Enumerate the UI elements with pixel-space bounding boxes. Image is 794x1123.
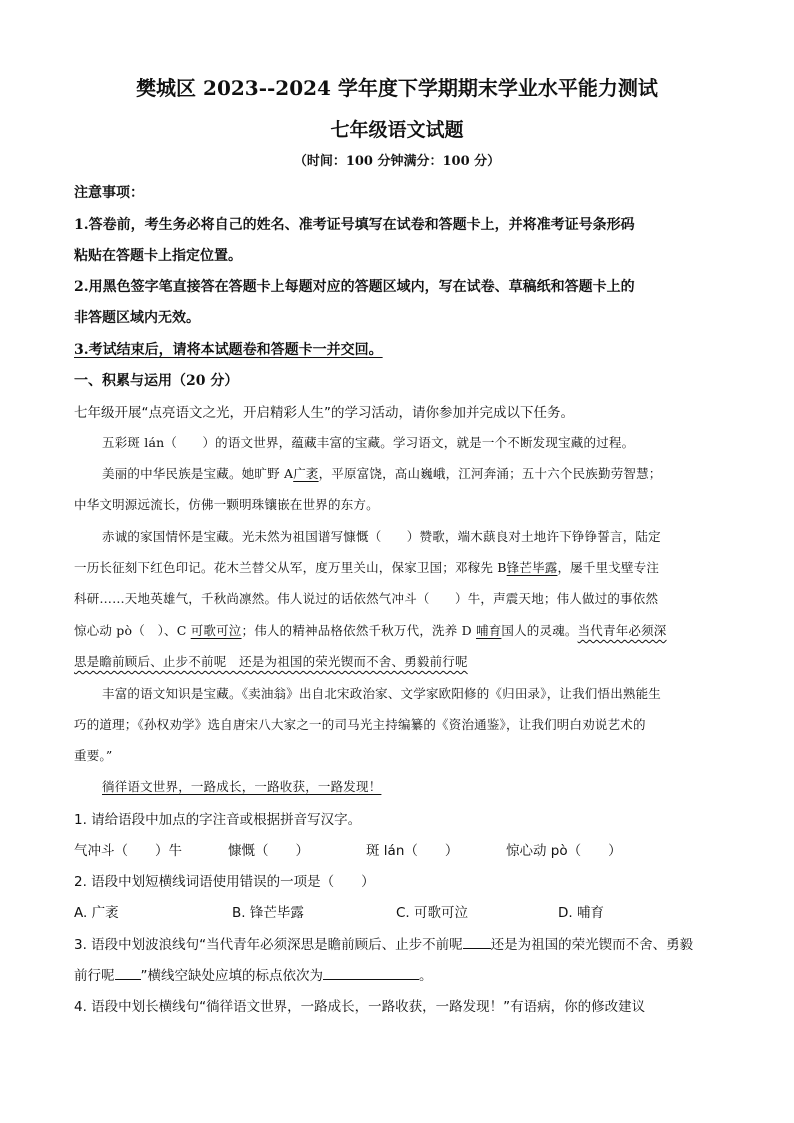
- question-3-line2: [74, 964, 433, 984]
- passage-p2-line2: 中华文明源远流长，仿佛一颗明珠镶嵌在世界的东方。: [74, 497, 379, 512]
- passage-text: 国人的灵魂。: [501, 623, 578, 638]
- answer-blank: [115, 966, 141, 980]
- underlined-word-c: 可歌可泣: [190, 623, 242, 638]
- question-text: ”横线空缺处应填的标点依次为: [140, 968, 323, 984]
- q2-option-c: C. 可歌可泣: [396, 905, 469, 921]
- answer-blank: [323, 966, 419, 980]
- passage-p4-line2: 巧的道理；《孙权劝学》选自唐宋八大家之一的司马光主持编纂的《资治通鉴》，让我们明白劝说艺术的: [74, 717, 646, 732]
- question-text: 3. 语段中划波浪线句“当代青年必须深思是瞻前顾后、止步不前呢: [74, 937, 463, 953]
- passage-p3-line2: [74, 558, 659, 576]
- passage-p4-line1: 丰富的语文知识是宝藏。《卖油翁》出自北宋政治家、文学家欧阳修的《归田录》，让我们悟出熟能生: [102, 686, 662, 701]
- question-1: 1. 请给语段中加点的字注音或根据拼音写汉字。: [74, 812, 362, 828]
- notice-heading: 注意事项：: [74, 185, 144, 201]
- q1-item-3: 斑 lán（ ）: [366, 843, 459, 859]
- passage-text: 惊心动 pò（ ）、C: [74, 623, 191, 638]
- question-2: 2. 语段中划短横线词语使用错误的一项是（ ）: [74, 874, 375, 890]
- notice-item-3: 3.考试结束后，请将本试题卷和答题卡一并交回。: [74, 342, 383, 358]
- q2-option-a: A. 广袤: [74, 905, 119, 921]
- notice-item-2b: 非答题区域内无效。: [74, 310, 200, 326]
- question-text: 。: [419, 968, 433, 984]
- question-text: 还是为祖国的荣光锲而不舍、勇毅: [490, 937, 694, 953]
- wavy-sentence: 当代青年必须深: [577, 623, 667, 638]
- passage-p4-line3: 重要。”: [74, 748, 113, 763]
- q1-item-4: 惊心动 pò（ ）: [506, 843, 622, 859]
- exam-title: 樊城区 2023--2024 学年度下学期期末学业水平能力测试: [136, 76, 658, 100]
- passage-text: ，平原富饶，高山巍峨，江河奔涌；五十六个民族勤劳智慧；: [318, 466, 662, 481]
- q2-option-d: D. 哺育: [558, 905, 604, 921]
- notice-item-1a: 1.答卷前，考生务必将自己的姓名、准考证号填写在试卷和答题卡上，并将准考证号条形码: [74, 217, 635, 233]
- underlined-word-d: 哺育: [476, 623, 502, 638]
- wavy-sentence-cont: 思是瞻前顾后、止步不前呢 还是为祖国的荣光锲而不舍、勇毅前行呢: [74, 654, 468, 669]
- passage-p3-line1: 赤诚的家国情怀是宝藏。光未然为祖国谱写慷慨（ ）赞歌，端木蕻良对土地许下铮铮誓言，陆定: [102, 529, 661, 544]
- passage-p2-line1: [102, 464, 662, 482]
- q2-option-b: B. 锋芒毕露: [232, 905, 304, 921]
- passage-text: ，屡千里戈壁专注: [557, 560, 660, 575]
- passage-text: 美丽的中华民族是宝藏。她旷野 A: [102, 466, 294, 481]
- question-text: 前行呢: [74, 968, 115, 984]
- question-4: 4. 语段中划长横线句“徜徉语文世界，一路成长，一路收获，一路发现！”有语病，你的修改建议: [74, 999, 646, 1015]
- section-heading: 一、积累与运用（20 分）: [74, 373, 239, 389]
- notice-item-2a: 2.用黑色签字笔直接答在答题卡上每题对应的答题区域内，写在试卷、草稿纸和答题卡上的: [74, 279, 635, 295]
- underlined-word-a: 广袤: [293, 466, 319, 481]
- underlined-word-b: 锋芒毕露: [506, 560, 558, 575]
- answer-blank: [463, 935, 491, 949]
- section-intro: 七年级开展“点亮语文之光，开启精彩人生”的学习活动，请你参加并完成以下任务。: [74, 405, 574, 421]
- long-underline-sentence: 徜徉语文世界，一路成长，一路收获，一路发现！: [102, 779, 382, 794]
- passage-p3-line4: [74, 621, 667, 639]
- q1-item-1: 气冲斗（ ）牛: [74, 843, 182, 859]
- passage-text: ；伟人的精神品格依然千秋万代，洗养 D: [241, 623, 476, 638]
- passage-p1: 五彩斑 lán（ ）的语文世界，蕴藏丰富的宝藏。学习语文，就是一个不断发现宝藏的过程。: [102, 435, 635, 450]
- question-3-line1: [74, 933, 693, 953]
- passage-text: 一历长征刻下红色印记。花木兰替父从军，度万里关山，保家卫国；邓稼先 B: [74, 560, 507, 575]
- passage-p3-line3: 科研……天地英雄气，千秋尚凛然。伟人说过的话依然气冲斗（ ）牛，声震天地；伟人做过的事依然: [74, 591, 659, 606]
- exam-meta: （时间：100 分钟满分：100 分）: [293, 154, 501, 169]
- notice-item-1b: 粘贴在答题卡上指定位置。: [74, 248, 242, 264]
- exam-subtitle: 七年级语文试题: [330, 119, 464, 141]
- q1-item-2: 慷慨（ ）: [228, 843, 309, 859]
